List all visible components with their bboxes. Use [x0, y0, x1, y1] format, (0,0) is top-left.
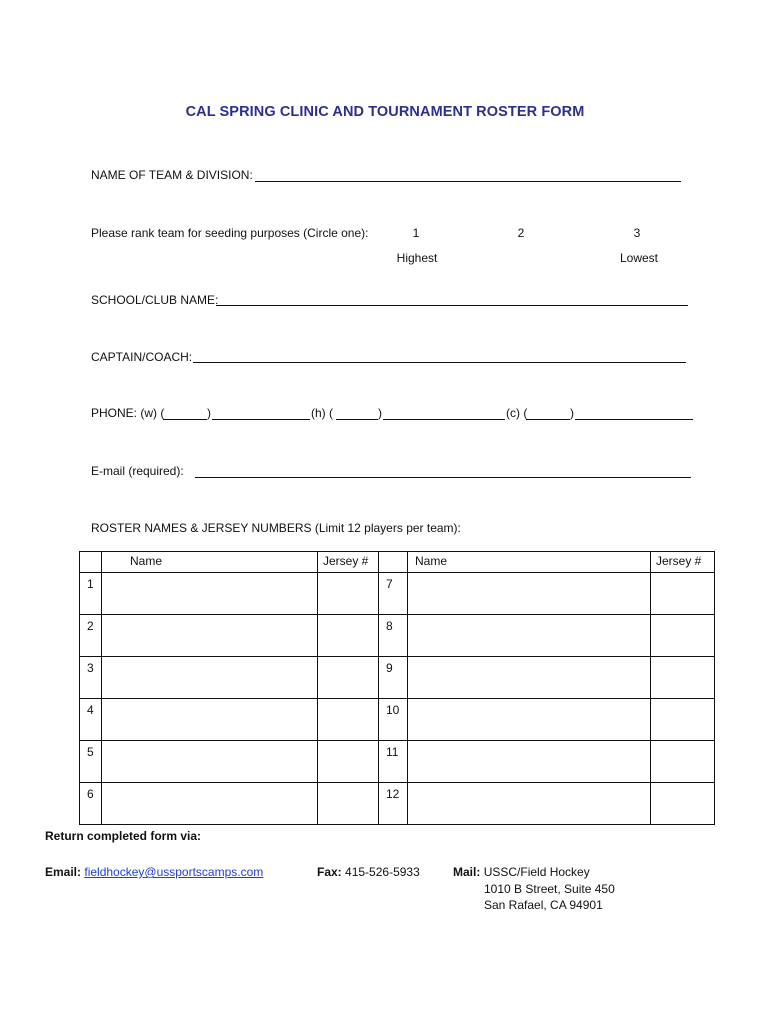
table-row	[80, 657, 715, 699]
phone-home-label: (h) (	[311, 406, 333, 420]
phone-cell-label: (c) (	[506, 406, 528, 420]
rank-prompt: Please rank team for seeding purposes (Circle one):	[91, 226, 369, 240]
player-name-cell[interactable]	[102, 615, 318, 657]
rank-lowest-label: Lowest	[619, 251, 659, 265]
captain-coach-field[interactable]	[193, 362, 686, 363]
jersey-number-cell[interactable]	[318, 741, 379, 783]
phone-home-close-paren: )	[378, 406, 382, 420]
school-club-field[interactable]	[216, 305, 688, 306]
phone-work-close-paren: )	[207, 406, 211, 420]
mail-contact-label: Mail:	[453, 865, 481, 879]
phone-cell-number-field[interactable]	[575, 419, 693, 420]
email-contact-label: Email:	[45, 865, 82, 879]
jersey-number-cell[interactable]	[651, 783, 715, 825]
fax-contact	[317, 865, 420, 879]
jersey-number-cell[interactable]	[318, 783, 379, 825]
player-number: 10	[379, 699, 408, 741]
captain-coach-label: CAPTAIN/COACH:	[91, 350, 193, 364]
jersey-number-cell[interactable]	[651, 573, 715, 615]
roster-header-row	[80, 552, 715, 573]
header-number-left	[80, 552, 102, 573]
form-title: CAL SPRING CLINIC AND TOURNAMENT ROSTER FORM	[185, 104, 585, 120]
phone-cell-close-paren: )	[570, 406, 574, 420]
player-name-cell[interactable]	[102, 699, 318, 741]
mail-line-1: USSC/Field Hockey	[483, 865, 590, 879]
player-number: 8	[379, 615, 408, 657]
header-jersey-right: Jersey #	[651, 552, 715, 573]
player-number: 12	[379, 783, 408, 825]
jersey-number-cell[interactable]	[651, 741, 715, 783]
jersey-number-cell[interactable]	[318, 615, 379, 657]
player-number: 3	[80, 657, 102, 699]
rank-highest-label: Highest	[396, 251, 438, 265]
player-number: 9	[379, 657, 408, 699]
jersey-number-cell[interactable]	[318, 699, 379, 741]
team-division-label: NAME OF TEAM & DIVISION:	[91, 168, 253, 182]
jersey-number-cell[interactable]	[651, 657, 715, 699]
team-division-field[interactable]	[255, 181, 681, 182]
school-club-label: SCHOOL/CLUB NAME:	[91, 293, 219, 307]
player-name-cell[interactable]	[408, 783, 651, 825]
email-link[interactable]: fieldhockey@ussportscamps.com	[84, 865, 264, 879]
player-number: 7	[379, 573, 408, 615]
jersey-number-cell[interactable]	[318, 573, 379, 615]
table-row	[80, 573, 715, 615]
rank-option-2[interactable]: 2	[517, 226, 525, 240]
phone-cell-area-field[interactable]	[526, 419, 570, 420]
mail-line-2: 1010 B Street, Suite 450	[484, 882, 615, 896]
phone-work-area-field[interactable]	[163, 419, 207, 420]
table-row	[80, 783, 715, 825]
header-number-right	[379, 552, 408, 573]
player-number: 2	[80, 615, 102, 657]
phone-home-area-field[interactable]	[336, 419, 378, 420]
header-name-left: Name	[102, 552, 318, 573]
email-field[interactable]	[195, 477, 691, 478]
player-name-cell[interactable]	[102, 573, 318, 615]
jersey-number-cell[interactable]	[318, 657, 379, 699]
table-row	[80, 615, 715, 657]
table-row	[80, 741, 715, 783]
phone-home-number-field[interactable]	[383, 419, 505, 420]
fax-number: 415-526-5933	[345, 865, 420, 879]
player-number: 6	[80, 783, 102, 825]
email-contact	[45, 865, 263, 879]
player-number: 4	[80, 699, 102, 741]
player-number: 1	[80, 573, 102, 615]
header-name-right: Name	[408, 552, 651, 573]
player-name-cell[interactable]	[408, 741, 651, 783]
jersey-number-cell[interactable]	[651, 699, 715, 741]
player-name-cell[interactable]	[408, 657, 651, 699]
roster-table	[79, 551, 715, 825]
phone-work-label: PHONE: (w) (	[91, 406, 165, 420]
rank-option-3[interactable]: 3	[633, 226, 641, 240]
player-name-cell[interactable]	[408, 615, 651, 657]
player-name-cell[interactable]	[102, 741, 318, 783]
rank-option-1[interactable]: 1	[412, 226, 420, 240]
player-number: 5	[80, 741, 102, 783]
phone-work-number-field[interactable]	[212, 419, 310, 420]
email-label: E-mail (required):	[91, 464, 184, 478]
player-name-cell[interactable]	[408, 699, 651, 741]
mail-contact	[453, 865, 590, 879]
player-name-cell[interactable]	[102, 783, 318, 825]
player-name-cell[interactable]	[408, 573, 651, 615]
roster-heading: ROSTER NAMES & JERSEY NUMBERS (Limit 12 players per team):	[91, 521, 461, 535]
table-row	[80, 699, 715, 741]
jersey-number-cell[interactable]	[651, 615, 715, 657]
player-number: 11	[379, 741, 408, 783]
return-label: Return completed form via:	[45, 829, 202, 843]
player-name-cell[interactable]	[102, 657, 318, 699]
fax-contact-label: Fax:	[317, 865, 342, 879]
header-jersey-left: Jersey #	[318, 552, 379, 573]
mail-line-3: San Rafael, CA 94901	[484, 898, 603, 912]
